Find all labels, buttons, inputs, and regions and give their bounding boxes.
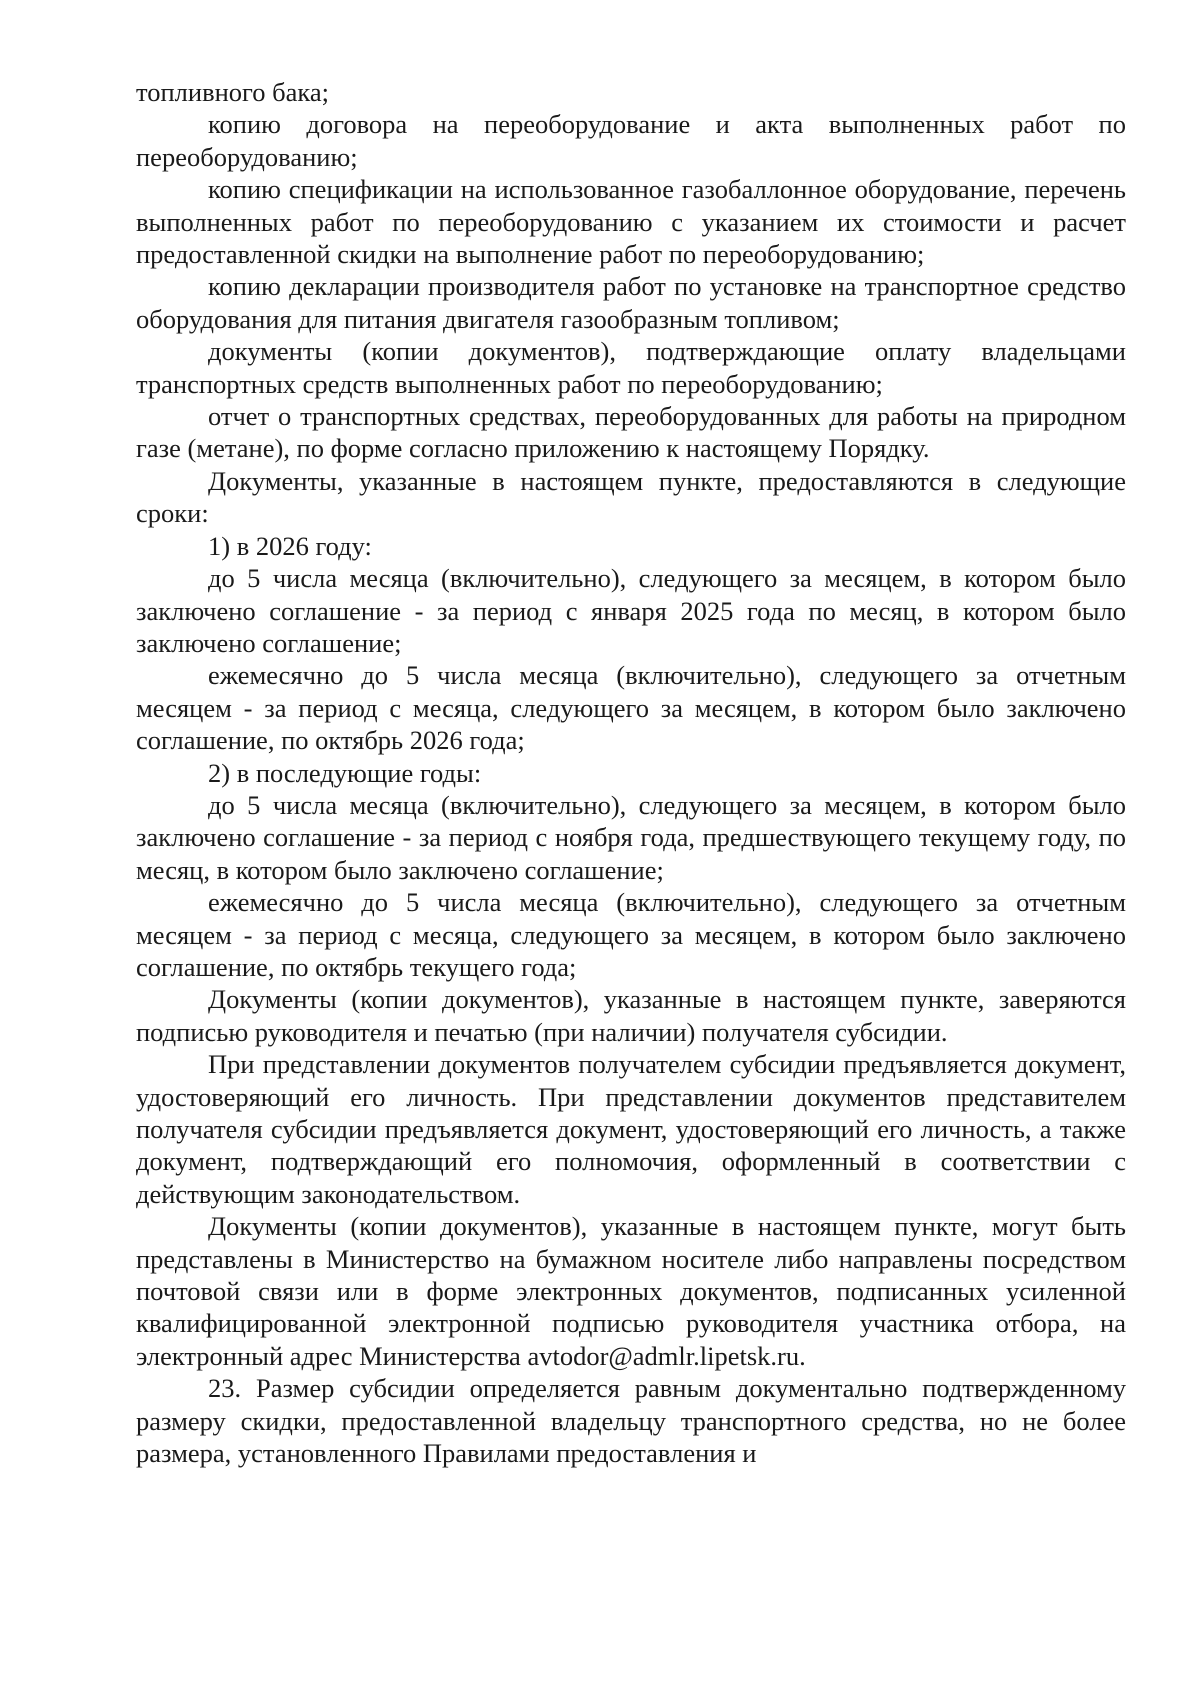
paragraph-subsidy-amount: 23. Размер субсидии определяется равным документально подтвержденному размеру скидки, предоставленной владельцу транспортного средства, но не более размера, установленного Правилами предоставления и [136, 1373, 1126, 1469]
document-body [136, 76, 1126, 1469]
paragraph-document-certification: Документы (копии документов), указанные в настоящем пункте, заверяются подписью руководителя и печатью (при наличии) получателя субсидии. [136, 984, 1126, 1047]
paragraph-2026-monthly-deadline: ежемесячно до 5 числа месяца (включительно), следующего за отчетным месяцем - за период с месяца, следующего за месяцем, в котором было заключено соглашение, по октябрь 2026 года; [136, 660, 1126, 756]
paragraph-2026-first-deadline: до 5 числа месяца (включительно), следующего за месяцем, в котором было заключено соглашение - за период с января 2025 года по месяц, в котором было заключено соглашение; [136, 563, 1126, 658]
paragraph-conversion-contract: копию договора на переоборудование и акта выполненных работ по переоборудованию; [136, 109, 1126, 172]
paragraph-following-monthly-deadline: ежемесячно до 5 числа месяца (включительно), следующего за отчетным месяцем - за период с месяца, следующего за месяцем, в котором было заключено соглашение, по октябрь текущего года; [136, 887, 1126, 982]
paragraph-identity-documents: При представлении документов получателем субсидии предъявляется документ, удостоверяющий его личность. При представлении документов представителем получателя субсидии предъявляется документ, удостоверяющий его личность, а также документ, подтверждающий его полномочия, оформленный в соответствии с действующим законодательством. [136, 1049, 1126, 1209]
paragraph-manufacturer-declaration: копию декларации производителя работ по установке на транспортное средство оборудования для питания двигателя газообразным топливом; [136, 271, 1126, 334]
paragraph-submission-methods: Документы (копии документов), указанные в настоящем пункте, могут быть представлены в Министерство на бумажном носителе либо направлены посредством почтовой связи или в форме электронных документов, подписанных усиленной квалифицированной электронной подписью руководителя участника отбора, на электронный адрес Министерства avtodor@admlr.lipetsk.ru. [136, 1211, 1126, 1371]
paragraph-submission-deadlines: Документы, указанные в настоящем пункте, предоставляются в следующие сроки: [136, 465, 1126, 529]
paragraph-fuel-tank: топливного бака; [136, 77, 329, 107]
list-item-following-years: 2) в последующие годы: [208, 757, 482, 788]
paragraph-payment-documents: документы (копии документов), подтверждающие оплату владельцами транспортных средств выполненных работ по переоборудованию; [136, 336, 1126, 399]
list-item-year-2026: 1) в 2026 году: [208, 530, 372, 561]
paragraph-vehicle-report: отчет о транспортных средствах, переоборудованных для работы на природном газе (метане), по форме согласно приложению к настоящему Порядку. [136, 401, 1126, 464]
paragraph-following-first-deadline: до 5 числа месяца (включительно), следующего за месяцем, в котором было заключено соглашение - за период с ноября года, предшествующего текущему году, по месяц, в котором было заключено соглашение; [136, 789, 1126, 885]
paragraph-equipment-specification: копию спецификации на использованное газобаллонное оборудование, перечень выполненных работ по переоборудованию с указанием их стоимости и расчет предоставленной скидки на выполнение работ по переоборудованию; [136, 174, 1126, 270]
